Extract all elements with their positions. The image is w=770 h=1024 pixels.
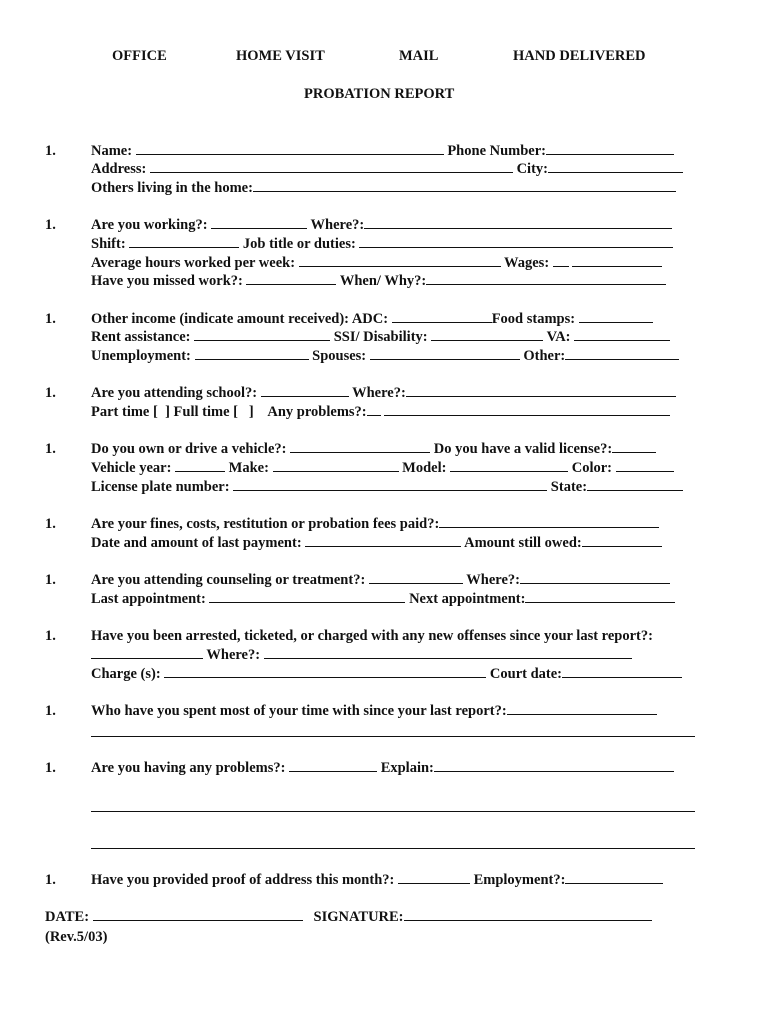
phone-field[interactable] [546, 142, 674, 155]
school-row [91, 384, 676, 402]
adc-field[interactable] [392, 310, 492, 323]
address-row [91, 160, 683, 178]
arrested-detail-row [91, 646, 632, 664]
any-problems-field-b[interactable] [384, 403, 670, 416]
income-row [91, 310, 653, 328]
spent-time-row [91, 702, 657, 720]
problems-field[interactable] [289, 759, 377, 772]
plate-label: License plate number: [91, 479, 230, 495]
employment-field[interactable] [565, 871, 663, 884]
missed-label: Have you missed work?: [91, 273, 243, 289]
revision-label: (Rev.5/03) [45, 929, 108, 945]
city-label: City: [516, 161, 548, 177]
part-time-label: Part time [ [91, 404, 158, 420]
form-title: PROBATION REPORT [304, 86, 455, 102]
vehicle-label: Do you own or drive a vehicle?: [91, 441, 287, 457]
any-problems-label: Any problems?: [267, 404, 367, 420]
others-label: Others living in the home: [91, 180, 253, 196]
explain-line-2[interactable] [91, 848, 695, 849]
rent-row [91, 328, 670, 346]
option-mail: MAIL [399, 48, 439, 64]
last-appt-field[interactable] [209, 590, 405, 603]
shift-field[interactable] [129, 235, 239, 248]
spouses-field[interactable] [370, 347, 520, 360]
name-label: Name: [91, 143, 133, 159]
missed-field[interactable] [246, 272, 336, 285]
option-hand-delivered: HAND DELIVERED [513, 48, 646, 64]
spent-time-field[interactable] [507, 702, 657, 715]
full-time-label: ] Full time [ [165, 404, 238, 420]
job-title-label: Job title or duties: [242, 236, 356, 252]
food-stamps-label: Food stamps: [491, 311, 576, 327]
item-number: 1. [45, 441, 56, 457]
ssi-field[interactable] [431, 328, 543, 341]
item-number: 1. [45, 572, 56, 588]
color-label: Color: [571, 460, 612, 476]
other-label: Other: [523, 348, 566, 364]
unemployment-label: Unemployment: [91, 348, 191, 364]
other-income-label: Other income (indicate amount received): ADC: [91, 311, 389, 327]
any-problems-field-a[interactable] [367, 403, 381, 416]
last-payment-label: Date and amount of last payment: [91, 535, 302, 551]
charges-label: Charge (s): [91, 666, 161, 682]
arrested-where-field[interactable] [264, 646, 632, 659]
item-number: 1. [45, 311, 56, 327]
payment-row [91, 534, 662, 552]
next-appt-label: Next appointment: [409, 591, 526, 607]
rent-field[interactable] [194, 328, 330, 341]
charges-row [91, 665, 682, 683]
vehicle-year-row [91, 459, 674, 477]
ssi-label: SSI/ Disability: [333, 329, 428, 345]
when-why-label: When/ Why?: [339, 273, 427, 289]
hours-row [91, 254, 662, 272]
vehicle-row [91, 440, 656, 458]
item-number: 1. [45, 143, 56, 159]
rent-label: Rent assistance: [91, 329, 191, 345]
counseling-field[interactable] [369, 571, 463, 584]
counseling-label: Are you attending counseling or treatment?: [91, 572, 366, 588]
state-label: State: [550, 479, 588, 495]
spouses-label: Spouses: [312, 348, 367, 364]
fines-row [91, 515, 659, 533]
spent-time-label: Who have you spent most of your time with since your last report?: [91, 703, 507, 719]
working-label: Are you working?: [91, 217, 208, 233]
close-bracket: ] [248, 404, 254, 420]
proof-row [91, 871, 663, 889]
wages-field-b[interactable] [572, 254, 662, 267]
fines-label: Are your fines, costs, restitution or probation fees paid?: [91, 516, 440, 532]
others-field[interactable] [253, 179, 676, 192]
charges-field[interactable] [164, 665, 486, 678]
date-field[interactable] [93, 908, 303, 921]
license-field[interactable] [612, 440, 656, 453]
shift-row [91, 235, 673, 253]
working-field[interactable] [211, 216, 307, 229]
item-number: 1. [45, 385, 56, 401]
item-number: 1. [45, 703, 56, 719]
date-label: DATE: [45, 909, 90, 925]
wages-label: Wages: [504, 255, 550, 271]
working-row [91, 216, 672, 234]
proof-field[interactable] [398, 871, 470, 884]
school-field[interactable] [261, 384, 349, 397]
court-date-label: Court date: [489, 666, 563, 682]
school-where-field[interactable] [406, 384, 676, 397]
parttime-row [91, 403, 670, 421]
item-number: 1. [45, 217, 56, 233]
counseling-row [91, 571, 670, 589]
item-number: 1. [45, 628, 56, 644]
name-row [91, 142, 674, 160]
plate-row [91, 478, 683, 496]
missed-row [91, 272, 666, 290]
spent-time-line[interactable] [91, 736, 695, 737]
avg-hours-label: Average hours worked per week: [91, 255, 296, 271]
problems-row [91, 759, 674, 777]
name-field[interactable] [136, 142, 444, 155]
unemployment-field[interactable] [195, 347, 309, 360]
court-date-field[interactable] [562, 665, 682, 678]
phone-label: Phone Number: [447, 143, 547, 159]
amount-owed-label: Amount still owed: [464, 535, 582, 551]
item-number: 1. [45, 760, 56, 776]
problems-label: Are you having any problems?: [91, 760, 286, 776]
signature-label: SIGNATURE: [313, 909, 404, 925]
city-field[interactable] [548, 160, 683, 173]
option-office: OFFICE [112, 48, 167, 64]
counseling-where-field[interactable] [520, 571, 670, 584]
job-title-field[interactable] [359, 235, 673, 248]
food-stamps-field[interactable] [579, 310, 653, 323]
wages-field-a[interactable] [553, 254, 569, 267]
explain-line-1[interactable] [91, 811, 695, 812]
va-field[interactable] [574, 328, 670, 341]
arrested-where-label: Where?: [206, 647, 261, 663]
state-field[interactable] [587, 478, 683, 491]
vehicle-year-label: Vehicle year: [91, 460, 172, 476]
item-number: 1. [45, 872, 56, 888]
others-row [91, 179, 676, 197]
vehicle-year-field[interactable] [175, 459, 225, 472]
arrested-field[interactable] [91, 646, 203, 659]
item-number: 1. [45, 516, 56, 532]
other-field[interactable] [565, 347, 679, 360]
proof-label: Have you provided proof of address this month?: [91, 872, 395, 888]
explain-field[interactable] [434, 759, 674, 772]
address-label: Address: [91, 161, 147, 177]
option-home-visit: HOME VISIT [236, 48, 325, 64]
counseling-where-label: Where?: [466, 572, 520, 588]
next-appt-field[interactable] [525, 590, 675, 603]
license-label: Do you have a valid license?: [433, 441, 613, 457]
arrested-row [91, 627, 653, 645]
make-label: Make: [228, 460, 269, 476]
where-field[interactable] [364, 216, 672, 229]
plate-field[interactable] [233, 478, 547, 491]
unemployment-row [91, 347, 679, 365]
signature-field[interactable] [404, 908, 652, 921]
avg-hours-field[interactable] [299, 254, 501, 267]
employment-label: Employment?: [473, 872, 566, 888]
fines-field[interactable] [439, 515, 659, 528]
school-where-label: Where?: [352, 385, 406, 401]
color-field[interactable] [616, 459, 674, 472]
where-label: Where?: [310, 217, 365, 233]
amount-owed-field[interactable] [582, 534, 662, 547]
school-label: Are you attending school?: [91, 385, 258, 401]
model-field[interactable] [450, 459, 568, 472]
shift-label: Shift: [91, 236, 126, 252]
last-appt-label: Last appointment: [91, 591, 206, 607]
appointment-row [91, 590, 675, 608]
address-field[interactable] [150, 160, 513, 173]
make-field[interactable] [273, 459, 399, 472]
model-label: Model: [402, 460, 447, 476]
arrested-label: Have you been arrested, ticketed, or charged with any new offenses since your last report?: [91, 628, 653, 644]
vehicle-field[interactable] [290, 440, 430, 453]
when-why-field[interactable] [426, 272, 666, 285]
va-label: VA: [546, 329, 571, 345]
last-payment-field[interactable] [305, 534, 461, 547]
explain-label: Explain: [380, 760, 434, 776]
date-row [45, 908, 652, 926]
